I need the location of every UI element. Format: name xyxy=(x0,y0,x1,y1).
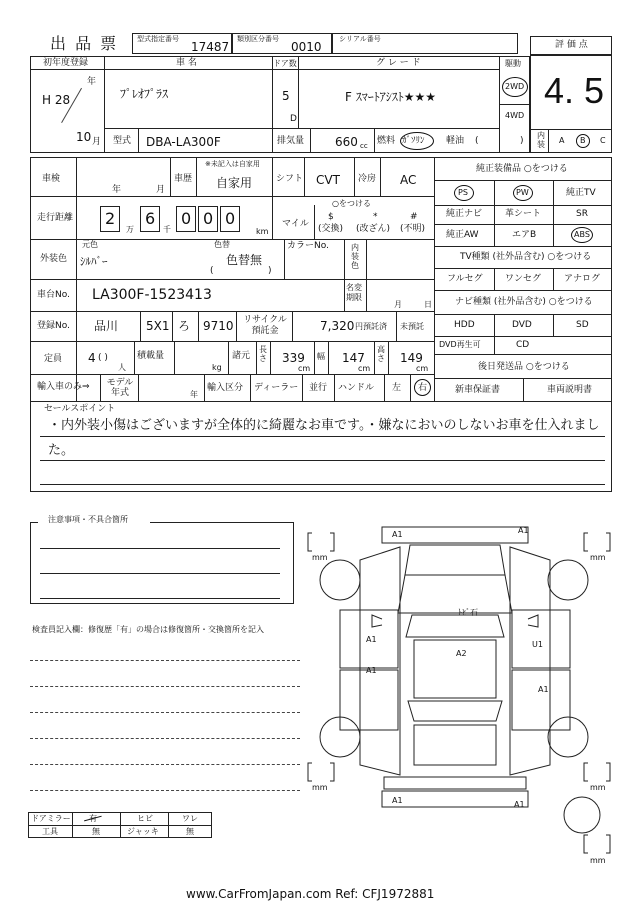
model-code-label: 型式指定番号 xyxy=(137,35,179,43)
aircon-value: AC xyxy=(400,173,417,187)
handle-label: ハンドル xyxy=(338,383,375,393)
opt-tamper: (改ざん) xyxy=(356,224,391,234)
interior-b: B xyxy=(580,136,586,145)
navi-hdd: HDD xyxy=(454,320,475,330)
capacity-unit: 人 xyxy=(118,363,126,372)
dvd-label: DVD再生可 xyxy=(439,340,481,349)
interior-color-label: 内装色 xyxy=(351,243,359,270)
len-value: 339 xyxy=(282,351,305,365)
recycle-unit: 円預託済 xyxy=(355,322,387,331)
serial-box xyxy=(332,33,518,54)
doors-value: 5 xyxy=(282,89,290,103)
damage-right-rear: A1 xyxy=(538,685,549,694)
expiry-month: 月 xyxy=(394,300,402,309)
chassis-label: 車台No. xyxy=(37,290,70,300)
notes-label: 注意事項・不具合箇所 xyxy=(48,515,128,524)
import-class-label: 輸入区分 xyxy=(207,383,244,393)
first-reg-year-unit: 年 xyxy=(87,77,97,87)
fuel-alt-label: 軽油 xyxy=(446,136,465,146)
car-name-label: 車 名 xyxy=(176,58,197,68)
sales-point-line1: ・内外装小傷はございますが全体的に綺麗なお車です。・嫌なにおいのしないお車を仕入れまし xyxy=(48,418,600,433)
tv-title: TV種類 (社外品含む) ○をつける xyxy=(460,252,592,262)
capacity-label: 定員 xyxy=(44,354,63,364)
damage-left-front: A1 xyxy=(366,635,377,644)
model-code-box xyxy=(132,33,232,54)
recycle-label: リサイクル預託金 xyxy=(243,315,287,336)
reg-area: 品川 xyxy=(94,319,119,333)
parts-tools-value: 無 xyxy=(92,827,100,836)
equip-sr: SR xyxy=(576,209,588,219)
handle-right: 右 xyxy=(418,383,428,393)
drive-2wd: 2WD xyxy=(505,82,525,91)
equip-ps: PS xyxy=(458,188,468,197)
interior-a: A xyxy=(559,136,565,145)
tv-analog: アナログ xyxy=(564,274,601,284)
mileage-d1: 2 xyxy=(105,209,116,228)
wid-unit: cm xyxy=(358,364,371,373)
equip-tv: 純正TV xyxy=(566,188,596,198)
score-value: 4. 5 xyxy=(544,70,605,111)
car-name-value: ﾌﾟﾚｵﾌﾟﾗｽ xyxy=(120,87,169,101)
damage-hood: ﾄﾋﾞ石 xyxy=(458,608,478,617)
parts-mirror-value: 有 xyxy=(89,814,97,823)
load-label: 積載量 xyxy=(137,351,165,361)
reg-number: 9710 xyxy=(203,319,234,333)
hei-unit: cm xyxy=(416,364,429,373)
mileage-u1: 万 xyxy=(126,225,134,234)
sales-point-label: セールスポイント xyxy=(44,404,116,414)
wid-label: 幅 xyxy=(317,352,325,361)
mileage-d2: 6 xyxy=(145,209,156,228)
orig-color-label: 元色 xyxy=(82,240,98,249)
serial-label: シリアル番号 xyxy=(339,35,381,43)
inspection-month-unit: 月 xyxy=(156,185,166,195)
mm-rl: mm xyxy=(312,783,328,792)
unfilled-note: ※未記入は自家用 xyxy=(205,160,260,168)
grade-label: グ レ ー ド xyxy=(376,58,421,68)
parts-ware: ワレ xyxy=(182,814,198,823)
import-label: 輸入車のみ⇒ xyxy=(37,382,90,392)
equip-title: 純正装備品 ○をつける xyxy=(476,164,568,174)
parts-jack: ジャッキ xyxy=(127,827,159,836)
registration-label: 登録No. xyxy=(37,321,70,331)
shift-label: シフト xyxy=(276,174,304,184)
drive-label: 駆動 xyxy=(505,59,521,68)
color-change-value: 色替無 xyxy=(226,253,263,267)
doors-label: ドア数 xyxy=(273,59,297,68)
score-header xyxy=(530,36,612,55)
equip-leather: 革シート xyxy=(505,209,542,219)
hei-value: 149 xyxy=(400,351,423,365)
model-year-unit: 年 xyxy=(190,390,198,399)
color-paren-open: ( xyxy=(210,266,214,276)
interior-label: 内装 xyxy=(537,131,545,149)
tv-one: ワンセグ xyxy=(505,274,542,284)
model-year-label: モデル年式 xyxy=(106,378,134,398)
capacity-value: 4 xyxy=(88,351,96,365)
damage-rear-r: A1 xyxy=(514,800,525,809)
dims-label: 諸元 xyxy=(232,351,251,361)
grade-value: F ｽﾏｰﾄｱｼｽﾄ★★★ xyxy=(345,90,436,104)
notes-box xyxy=(30,522,294,604)
later-manual: 車両説明書 xyxy=(547,385,593,395)
color-label: 外装色 xyxy=(40,254,68,264)
opt-exchange-sym: $ xyxy=(328,212,334,222)
sales-point-line2: た。 xyxy=(48,443,75,458)
opt-unknown: (不明) xyxy=(400,224,426,234)
parts-jack-value: 無 xyxy=(186,827,194,836)
equip-pw: PW xyxy=(516,188,529,197)
mm-fr: mm xyxy=(590,553,606,562)
color-no-label: カラーNo. xyxy=(287,241,329,251)
hei-label: 高さ xyxy=(377,345,385,363)
inspection-label: 車検 xyxy=(42,174,61,184)
orig-color-value: ｼﾙﾊﾞｰ xyxy=(80,255,108,268)
navi-title: ナビ種類 (社外品含む) ○をつける xyxy=(455,297,593,307)
import-dealer: ディーラー xyxy=(254,383,299,393)
mileage-circle-note: ○をつける xyxy=(332,199,371,208)
fuel-value: ｶﾞｿﾘﾝ xyxy=(402,136,425,146)
mileage-u2: 千 xyxy=(163,225,171,234)
mile-label: マイル xyxy=(282,219,309,229)
model-label: 型式 xyxy=(113,136,132,146)
capacity-paren: ( ) xyxy=(98,353,108,363)
expiry-label: 名変期限 xyxy=(346,283,362,302)
mm-spare: mm xyxy=(590,856,606,865)
drive-4wd: 4WD xyxy=(505,111,525,120)
mileage-unit: km xyxy=(256,227,269,236)
damage-roof: A2 xyxy=(456,649,467,658)
damage-diagram xyxy=(300,515,612,875)
color-change-label: 色替 xyxy=(214,240,230,249)
import-parallel: 並行 xyxy=(309,383,328,393)
recycle-value: 7,320 xyxy=(320,319,355,333)
category-code-box xyxy=(232,33,332,54)
displacement-value: 660 xyxy=(335,135,358,149)
wid-value: 147 xyxy=(342,351,365,365)
opt-unknown-sym: # xyxy=(410,212,418,222)
opt-exchange: (交換) xyxy=(318,224,344,234)
later-title: 後日発送品 ○をつける xyxy=(478,362,570,372)
parts-mirror: ドアミラー xyxy=(31,814,71,823)
parts-hibi: ヒビ xyxy=(137,814,153,823)
chassis-value: LA300F-1523413 xyxy=(92,287,212,303)
model-code-value: 17487 xyxy=(191,40,230,54)
equip-aw: 純正AW xyxy=(446,230,479,240)
load-unit: kg xyxy=(212,363,222,372)
equip-airbag: エアB xyxy=(512,230,537,240)
history-value: 自家用 xyxy=(216,176,253,190)
displacement-unit: cc xyxy=(360,142,368,150)
shift-value: CVT xyxy=(316,173,340,187)
mileage-d5: 0 xyxy=(225,209,236,228)
mileage-label: 走行距離 xyxy=(37,213,74,223)
damage-right-front: U1 xyxy=(532,640,543,649)
reg-class: 5X1 xyxy=(146,319,170,333)
len-unit: cm xyxy=(298,364,311,373)
sheet-title: 出 品 票 xyxy=(50,34,119,53)
recycle-unpaid: 未預託 xyxy=(400,322,424,331)
category-code-label: 類別区分番号 xyxy=(237,35,279,43)
first-reg-era: H 28 xyxy=(42,93,71,107)
expiry-day: 日 xyxy=(424,300,432,309)
first-reg-month: 10 xyxy=(76,130,92,144)
score-label: 評 価 点 xyxy=(555,40,588,50)
equip-cd: CD xyxy=(516,340,530,350)
mm-rr: mm xyxy=(590,783,606,792)
fuel-paren-open: ( xyxy=(475,136,479,146)
reg-kana: ろ xyxy=(178,319,191,333)
mileage-d4: 0 xyxy=(203,209,214,228)
equip-abs: ABS xyxy=(574,230,590,239)
tv-full: フルセグ xyxy=(447,274,483,284)
parts-tools: 工具 xyxy=(42,827,58,836)
first-reg-label: 初年度登録 xyxy=(43,58,89,68)
mm-fl: mm xyxy=(312,553,328,562)
footer-ref: www.CarFromJapan.com Ref: CFJ1972881 xyxy=(186,887,435,901)
handle-left: 左 xyxy=(392,383,402,393)
len-label: 長さ xyxy=(259,345,267,363)
aircon-label: 冷房 xyxy=(358,174,377,184)
category-code-value: 0010 xyxy=(291,40,322,54)
color-paren-close: ) xyxy=(268,266,272,276)
opt-tamper-sym: * xyxy=(373,212,378,222)
doors-type: D xyxy=(290,114,297,124)
fuel-paren-close: ) xyxy=(520,136,524,146)
navi-sd: SD xyxy=(576,320,589,330)
damage-front-r: A1 xyxy=(518,526,529,535)
inspector-label: 検査員記入欄：修復歴「有」の場合は修復箇所・交換箇所を記入 xyxy=(32,625,264,634)
inspection-year-unit: 年 xyxy=(112,185,122,195)
later-warranty: 新車保証書 xyxy=(455,385,501,395)
equip-navi: 純正ナビ xyxy=(446,209,483,219)
displacement-label: 排気量 xyxy=(277,136,305,146)
first-reg-month-unit: 月 xyxy=(92,137,102,147)
model-value: DBA-LA300F xyxy=(146,135,221,149)
interior-c: C xyxy=(600,136,606,145)
navi-dvd: DVD xyxy=(512,320,532,330)
mileage-d3: 0 xyxy=(181,209,192,228)
damage-left-rear: A1 xyxy=(366,666,377,675)
damage-rear-l: A1 xyxy=(392,796,403,805)
history-label: 車歴 xyxy=(174,174,193,184)
damage-front-l: A1 xyxy=(392,530,403,539)
fuel-label: 燃料 xyxy=(377,136,396,146)
